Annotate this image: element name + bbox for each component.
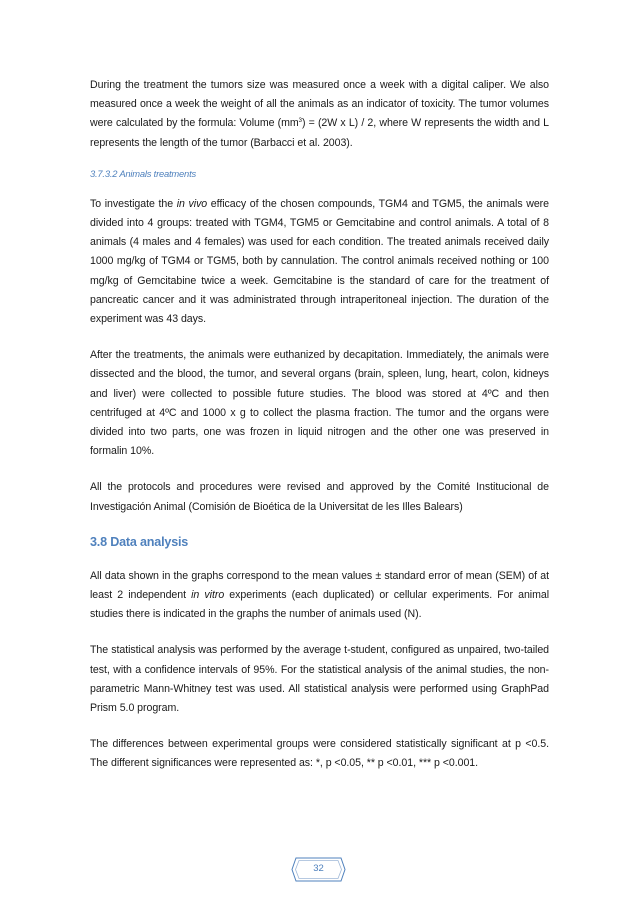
paragraph-in-vivo-efficacy: To investigate the in vivo efficacy of the chosen compounds, TGM4 and TGM5, the animals were divided into 4 groups: treated with TGM4, TGM5 or Gemcitabine and control animals. A total of 8 animals (4 males and 4 females) was used for each condition. The treated animals received daily 1000 mg/kg of TGM4 or TGM5, both by cannulation. The control animals received nothing or 100 mg/kg of Gemcitabine twice a week. Gemcitabine is the standard of care for the treatment of pancreatic cancer and it was administrated through intraperitoneal injection. The duration of the experiment was 43 days. (90, 197, 549, 326)
paragraph-statistical-analysis: The statistical analysis was performed by the average t-student, configured as unpaired, two-tailed test, with a confidence intervals of 95%. For the statistical analysis of the animal studies, the non-parametric Mann-Whitney test was used. All statistical analysis were performed using GraphPad Prism 5.0 program. (90, 644, 549, 715)
page-number-box (291, 857, 346, 882)
paragraph-protocol-approval: All the protocols and procedures were revised and approved by the Comité Institucional de Investigación Animal (Comisión de Bioética de la Universitat de les Illes Balears) (90, 481, 549, 513)
paragraph-significance: The differences between experimental groups were considered statistically significant at p <0.5. The different significances were represented as: *, p <0.05, ** p <0.01, *** p <0.001. (90, 738, 549, 770)
paragraph-euthanasia: After the treatments, the animals were euthanized by decapitation. Immediately, the animals were dissected and the blood, the tumor, and several organs (brain, spleen, lung, heart, colon, kidneys and liver) were collected to possible future studies. The blood was stored at 4ºC and then centrifuged at 4ºC and 1000 x g to collect the plasma fraction. The tumor and the organs were divided into two parts, one was frozen in liquid nitrogen and the other one was preserved in formalin 10%. (90, 349, 549, 458)
paragraph-data-graphs: All data shown in the graphs correspond to the mean values ± standard error of mean (SEM) of at least 2 independent in vitro experiments (each duplicated) or cellular experiments. For animal studies there is indicated in the graphs the number of animals used (N). (90, 569, 550, 621)
superscript-3: 3 (298, 118, 302, 125)
page-number: 32 (313, 863, 324, 874)
page-content (90, 76, 549, 774)
subheading-animals-treatments: 3.7.3.2 Animals treatments (90, 167, 196, 179)
section-heading-data-analysis: 3.8 Data analysis (90, 534, 189, 549)
paragraph-tumor-measurement: During the treatment the tumors size was measured once a week with a digital caliper. We also measured once a week the weight of all the animals as an indicator of toxicity. The tumor volumes were calculated by the formula: Volume $(mm^3) = (2W$ x L) / 2, where W represents the width and L represents the length of the tumor (Barbacci et al. 2003). (90, 79, 549, 149)
